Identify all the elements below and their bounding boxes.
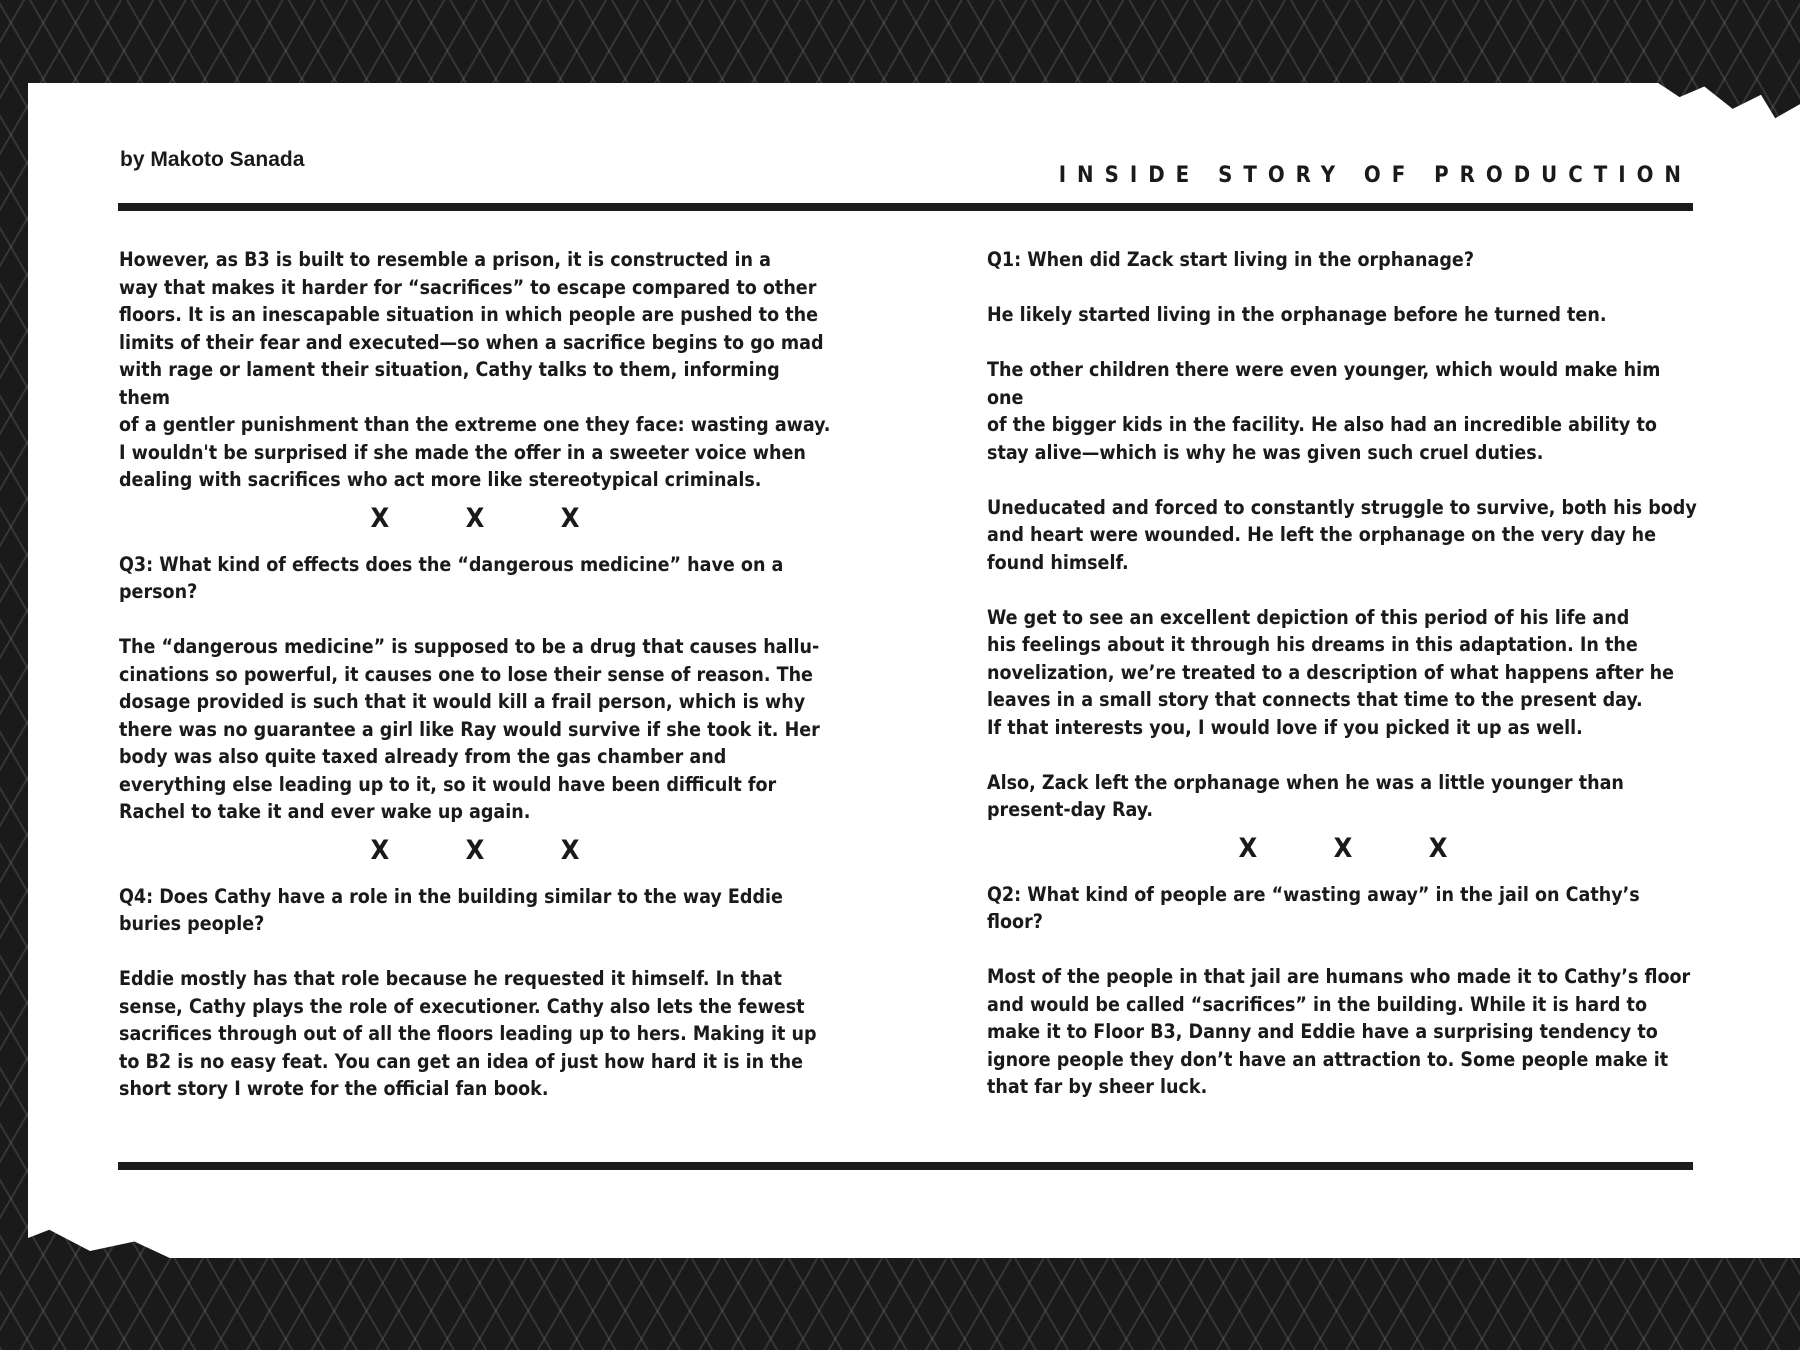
spacer [987,466,1699,494]
answer-q1-part5: Also, Zack left the orphanage when he was a little younger than present-day Ray. [987,770,1624,821]
spacer [987,576,1699,604]
question-q4: Q4: Does Cathy have a role in the building similar to the way Eddie buries people? [119,884,783,935]
question-q3: Q3: What kind of effects does the “dangerous medicine” have on a person? [119,552,784,603]
section-separator: X X X [1238,832,1482,864]
answer-q1-part2: The other children there were even younger, which would make him one of the bigger kids in the facility. He also had an incredible ability to stay alive—which is why he was given such cruel duties. [987,358,1661,464]
spacer [119,938,831,966]
section-title: INSIDE STORY OF PRODUCTION [1058,163,1692,188]
answer-q1-part1: He likely started living in the orphanage before he turned ten. [987,303,1607,326]
question-q1: Q1: When did Zack start living in the orphanage? [987,248,1475,271]
author-credit: by Makoto Sanada [120,148,305,171]
spacer [987,329,1699,357]
answer-q3: The “dangerous medicine” is supposed to be a drug that causes hallu- cinations so powerful, it causes one to lose their sense of reason. The dosage provided is such that it would kill a frail person, which is why there was no guarantee a girl like Ray would survive if she took it. Her body was also quite taxed already from the gas chamber and everything else leading up to it, so it would have been difficult for Rachel to take it and ever wake up again. [119,635,820,823]
intro-paragraph: However, as B3 is built to resemble a prison, it is constructed in a way that makes it harder for “sacrifices” to escape compared to other floors. It is an inescapable situation in which people are pushed to the limits of their fear and executed—so when a sacrifice begins to go mad with rage or lament their situation, Cathy talks to them, informing them of a gentler punishment than the extreme one they face: wasting away. I wouldn't be surprised if she made the offer in a sweeter voice when dealing with sacrifices who act more like stereotypical criminals. [119,248,831,491]
spacer [987,274,1699,302]
answer-q2: Most of the people in that jail are humans who made it to Cathy’s floor and would be called “sacrifices” in the building. While it is hard to make it to Floor B3, Danny and Eddie have a surprising tendency to ignore people they don’t have an attraction to. Some people make it that far by sheer luck. [987,965,1691,1098]
spacer [119,606,831,634]
answer-q1-part4: We get to see an excellent depiction of this period of his life and his feelings about it through his dreams in this adaptation. In the novelization, we’re treated to a description of what happens after he leaves in a small story that connects that time to the present day. If that interests you, I would love if you picked it up as well. [987,605,1674,739]
bottom-divider [118,1162,1693,1170]
section-separator: X X X [370,834,614,866]
left-column [119,246,831,1103]
section-separator: X X X [370,502,614,534]
spacer [987,936,1699,964]
spacer [987,741,1699,769]
question-q2: Q2: What kind of people are “wasting away” in the jail on Cathy’s floor? [987,882,1640,933]
answer-q4: Eddie mostly has that role because he requested it himself. In that sense, Cathy plays the role of executioner. Cathy also lets the fewest sacrifices through out of all the floors leading up to hers. Making it up to B2 is no easy feat. You can get an idea of just how hard it is in the short story I wrote for the official fan book. [119,967,817,1100]
right-column [987,246,1699,1101]
answer-q1-part3: Uneducated and forced to constantly struggle to survive, both his body and heart were wounded. He left the orphanage on the very day he found himself. [987,495,1697,574]
top-divider [118,203,1693,211]
